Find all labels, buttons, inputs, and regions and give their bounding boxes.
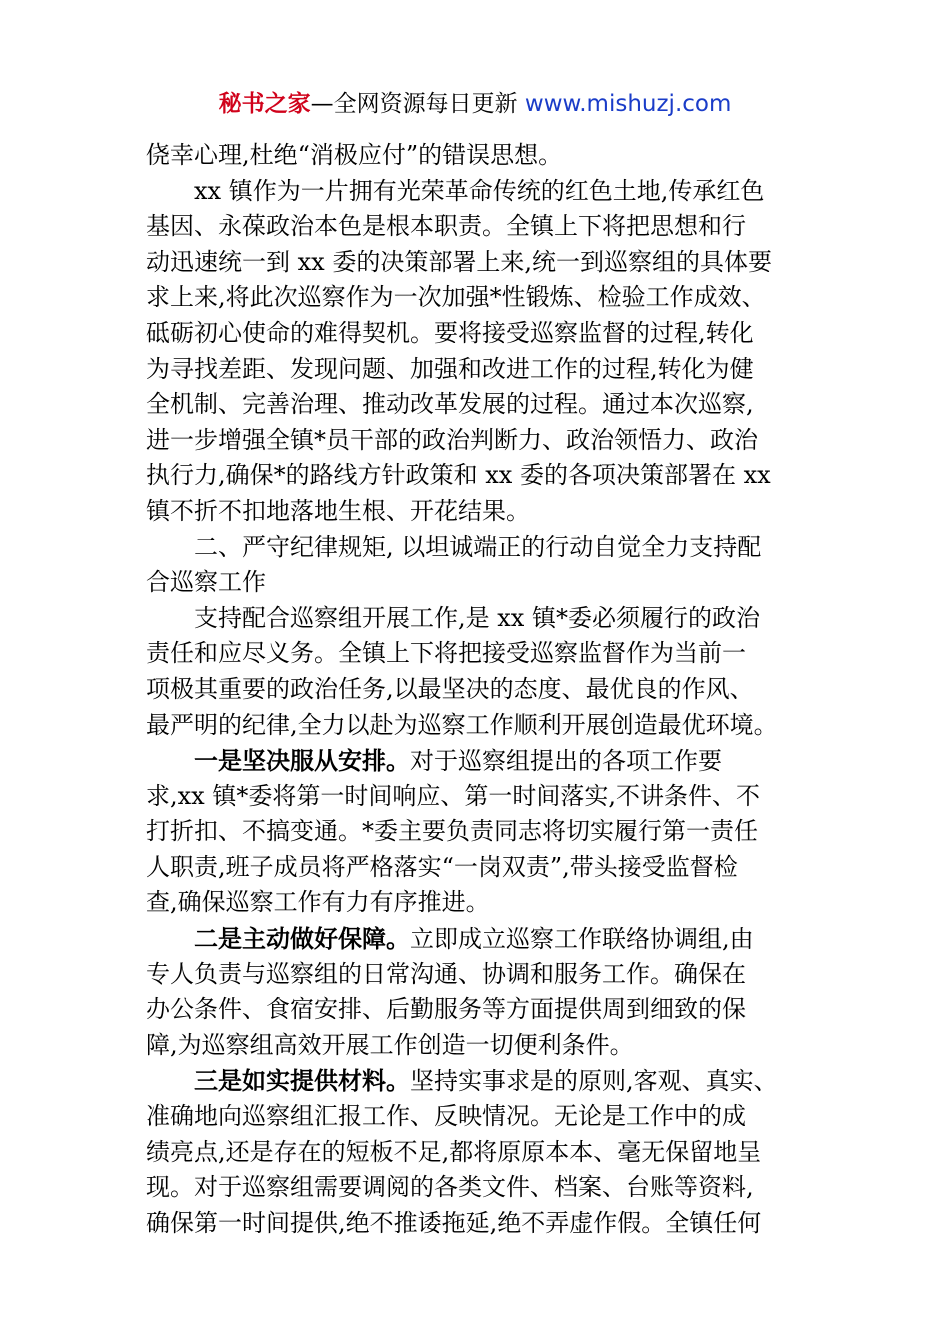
header-tagline: —全网资源每日更新 (310, 91, 525, 117)
text-line (146, 1028, 810, 1064)
text-line (146, 814, 810, 850)
line-text: 二、严守纪律规矩, 以坦诚端正的行动自觉全力支持配 (194, 532, 762, 561)
line-text: 对于巡察组提出的各项工作要 (410, 747, 722, 776)
page-header (0, 88, 950, 120)
line-text: 确保第一时间提供,绝不推诿拖延,绝不弄虚作假。全镇任何 (146, 1208, 762, 1237)
line-text: 支持配合巡察组开展工作,是 xx 镇*委必须履行的政治 (194, 603, 760, 632)
text-line (146, 743, 810, 779)
document-body (146, 138, 810, 1241)
text-line (146, 1170, 810, 1206)
brand-name: 秘书之家 (218, 91, 311, 117)
text-line (146, 601, 810, 637)
line-text: 求,xx 镇*委将第一时间响应、第一时间落实,不讲条件、不 (146, 781, 760, 810)
line-text: 障,为巡察组高效开展工作创造一切便利条件。 (146, 1030, 634, 1059)
text-line (146, 885, 810, 921)
bold-lead: 二是主动做好保障。 (194, 924, 410, 954)
line-text: 打折扣、不搞变通。*委主要负责同志将切实履行第一责任 (146, 817, 758, 846)
text-line (146, 636, 810, 672)
line-text: 准确地向巡察组汇报工作、反映情况。无论是工作中的成 (146, 1102, 746, 1131)
line-text: 办公条件、食宿安排、后勤服务等方面提供周到细致的保 (146, 995, 746, 1024)
line-text: 进一步增强全镇*员干部的政治判断力、政治领悟力、政治 (146, 425, 758, 454)
text-line (146, 138, 810, 174)
text-line (146, 1063, 810, 1099)
text-line (146, 209, 810, 245)
bold-lead: 一是坚决服从安排。 (194, 746, 410, 776)
text-line (146, 423, 810, 459)
text-line (146, 921, 810, 957)
line-text: 砥砺初心使命的难得契机。要将接受巡察监督的过程,转化 (146, 318, 754, 347)
text-line (146, 387, 810, 423)
text-line (146, 992, 810, 1028)
line-text: 绩亮点,还是存在的短板不足,都将原原本本、毫无保留地呈 (146, 1137, 762, 1166)
text-line (146, 174, 810, 210)
bold-lead: 三是如实提供材料。 (194, 1066, 410, 1096)
text-line (146, 708, 810, 744)
text-line (146, 1099, 810, 1135)
line-text: 侥幸心理,杜绝“消极应付”的错误思想。 (146, 141, 563, 169)
line-text: 现。对于巡察组需要调阅的各类文件、档案、台账等资料, (146, 1173, 754, 1202)
text-line (146, 352, 810, 388)
line-text: 求上来,将此次巡察作为一次加强*性锻炼、检验工作成效、 (146, 283, 766, 312)
line-text: 查,确保巡察工作有力有序推进。 (146, 888, 490, 917)
line-text: 全机制、完善治理、推动改革发展的过程。通过本次巡察, (146, 390, 754, 419)
line-text: 基因、永葆政治本色是根本职责。全镇上下将把思想和行 (146, 212, 746, 241)
text-line (146, 779, 810, 815)
line-text: 为寻找差距、发现问题、加强和改进工作的过程,转化为健 (146, 354, 754, 383)
text-line (146, 1206, 810, 1242)
line-text: 最严明的纪律,全力以赴为巡察工作顺利开展创造最优环境。 (146, 710, 778, 739)
text-line (146, 1135, 810, 1171)
line-text: 责任和应尽义务。全镇上下将把接受巡察监督作为当前一 (146, 639, 746, 668)
line-text: 合巡察工作 (146, 568, 266, 597)
line-text: 坚持实事求是的原则,客观、真实、 (410, 1067, 778, 1096)
line-text: 人职责,班子成员将严格落实“一岗双责”,带头接受监督检 (146, 852, 738, 881)
line-text: 立即成立巡察工作联络协调组,由 (410, 925, 754, 954)
text-line (146, 672, 810, 708)
text-line (146, 530, 810, 566)
text-line (146, 458, 810, 494)
text-line (146, 280, 810, 316)
line-text: 执行力,确保*的路线方针政策和 xx 委的各项决策部署在 xx (146, 461, 771, 490)
text-line (146, 957, 810, 993)
line-text: 项极其重要的政治任务,以最坚决的态度、最优良的作风、 (146, 674, 754, 703)
text-line (146, 850, 810, 886)
text-line (146, 565, 810, 601)
text-line (146, 494, 810, 530)
text-line (146, 316, 810, 352)
line-text: 镇不折不扣地落地生根、开花结果。 (146, 496, 530, 525)
line-text: xx 镇作为一片拥有光荣革命传统的红色土地,传承红色 (194, 176, 765, 205)
line-text: 动迅速统一到 xx 委的决策部署上来,统一到巡察组的具体要 (146, 247, 772, 276)
header-url[interactable]: www.mishuzj.com (524, 91, 732, 117)
line-text: 专人负责与巡察组的日常沟通、协调和服务工作。确保在 (146, 959, 746, 988)
text-line (146, 245, 810, 281)
